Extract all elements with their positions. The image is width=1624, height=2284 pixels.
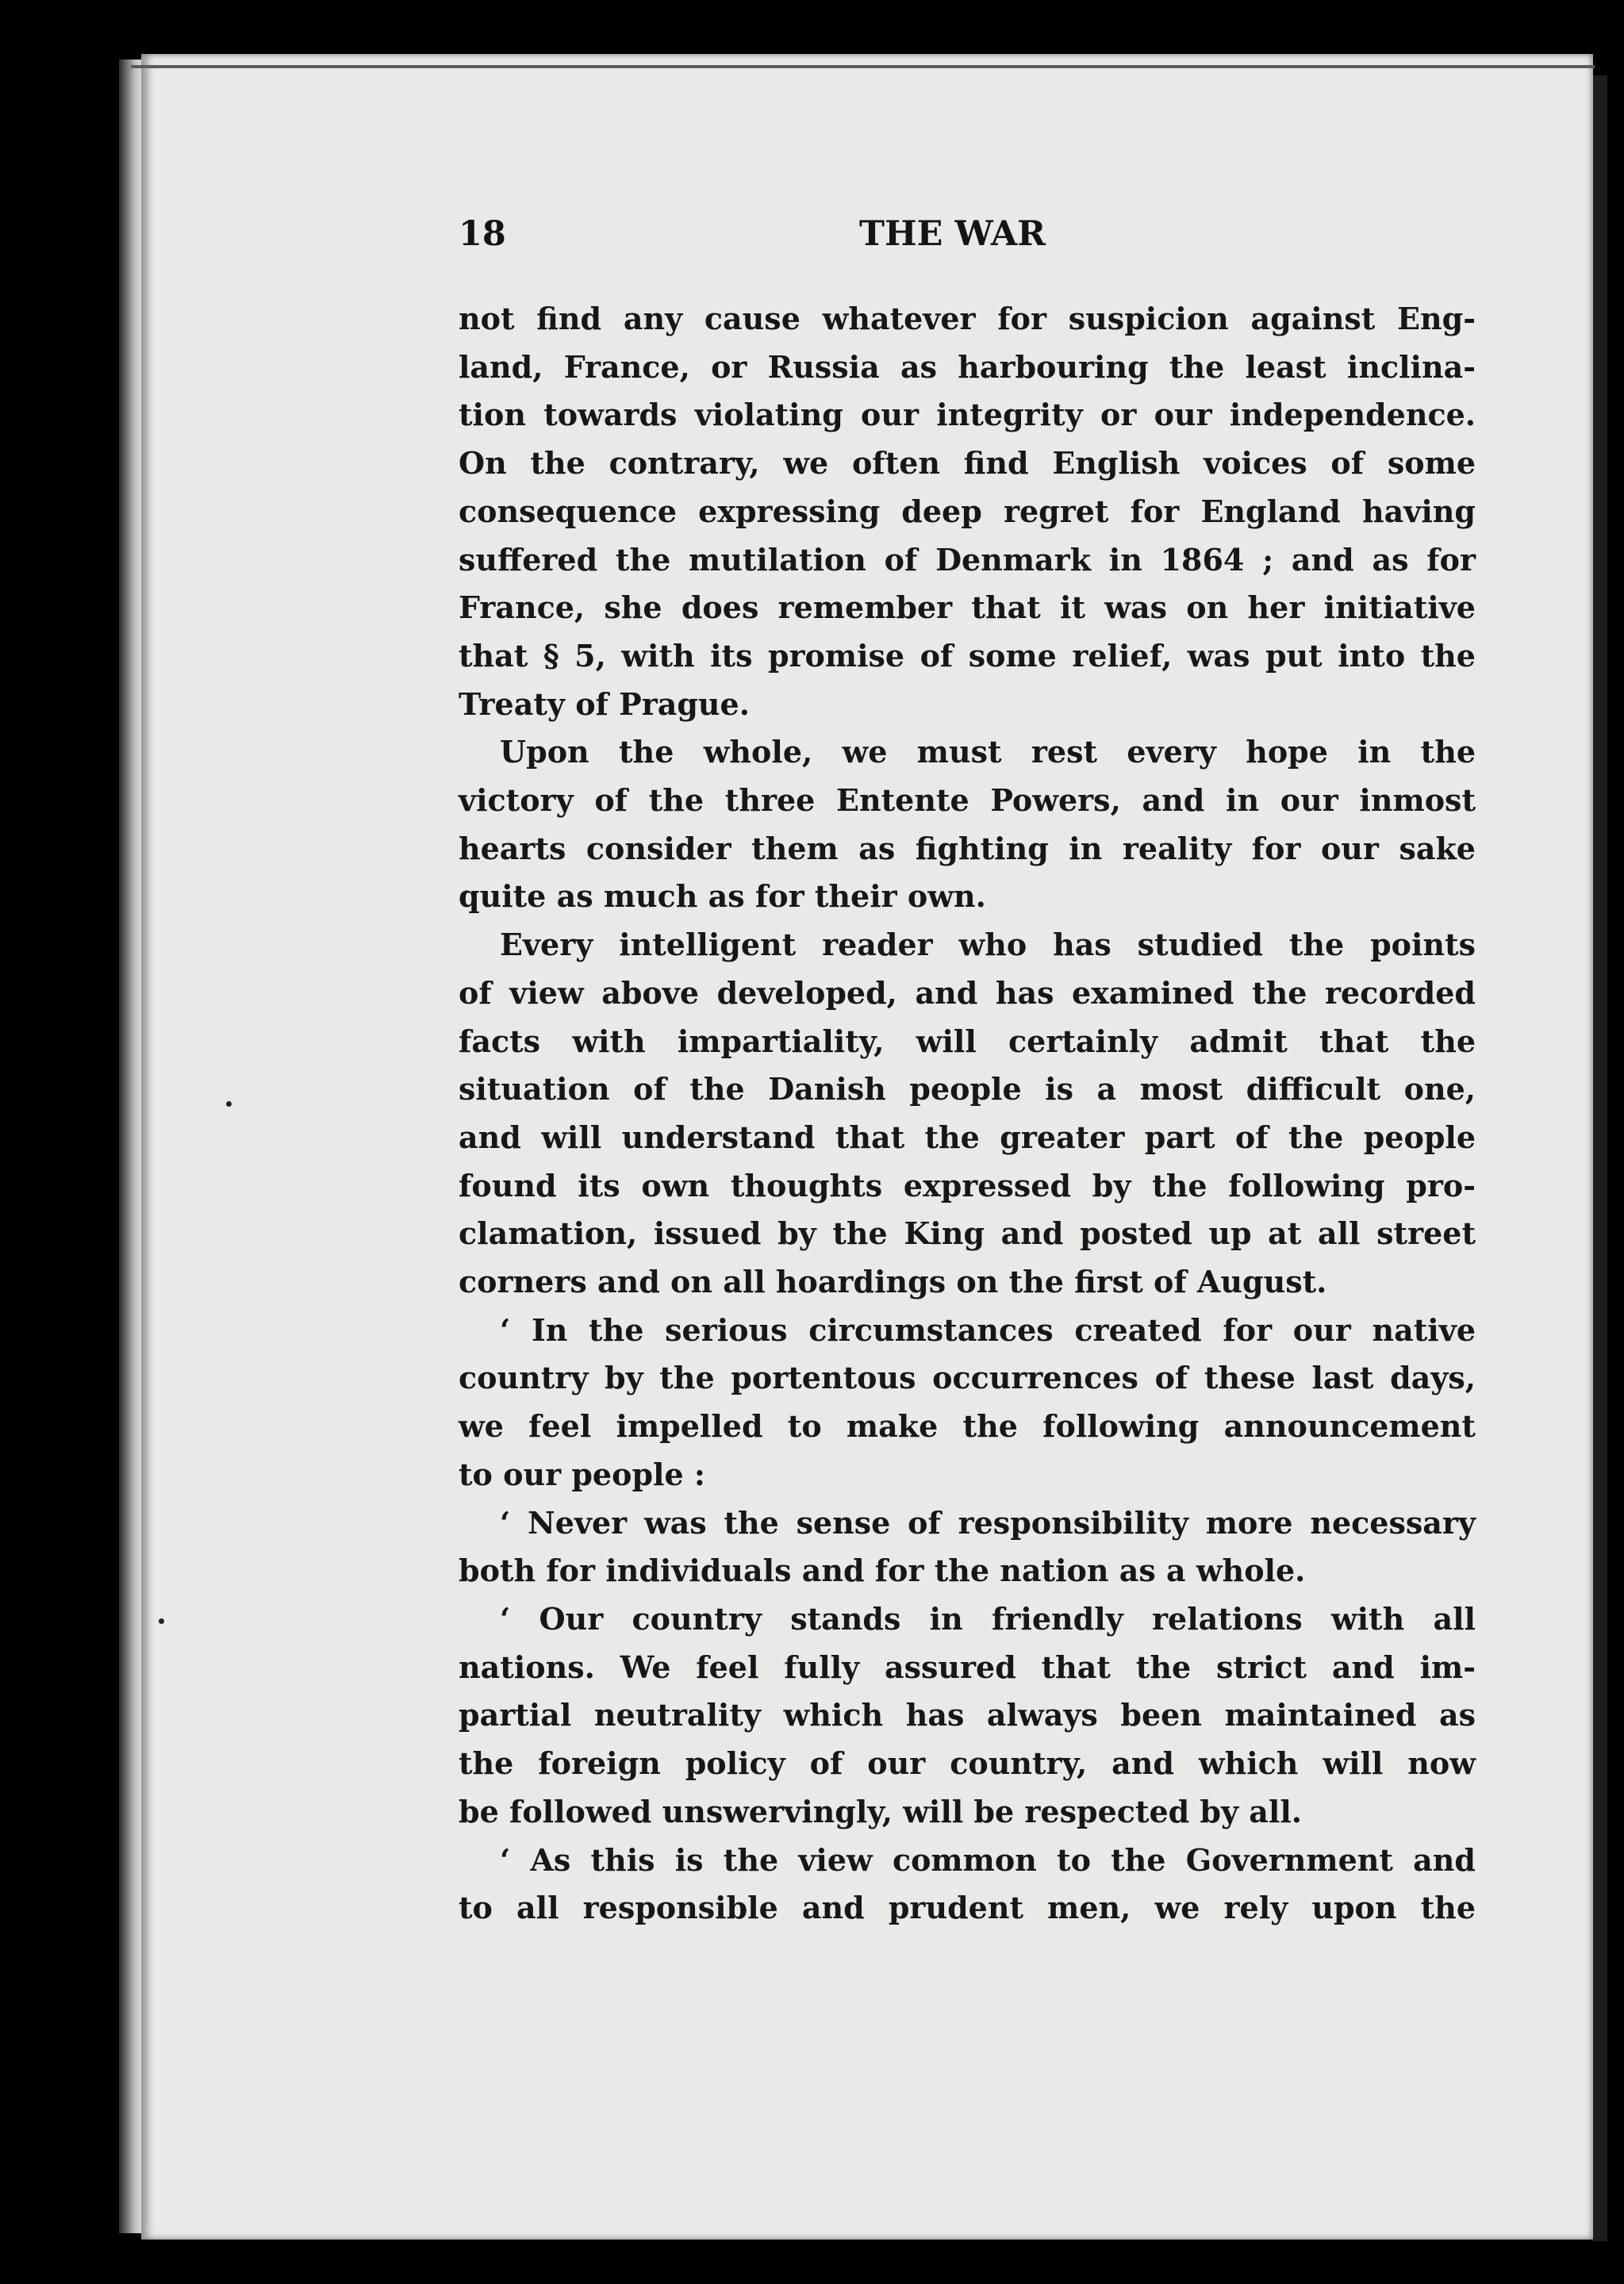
right-page-edge [1593, 75, 1607, 2241]
text-line: tion towards violating our integrity or our independence. [459, 397, 1476, 433]
text-line: ‘ Never was the sense of responsibility more necessary [500, 1504, 1476, 1541]
text-line: ‘ In the serious circumstances created for our native [500, 1311, 1476, 1348]
text-line: hearts consider them as fighting in reality for our sake [459, 830, 1476, 866]
text-line: corners and on all hoardings on the first of August. [459, 1264, 1327, 1300]
running-title: THE WAR [859, 214, 1046, 254]
text-line: both for individuals and for the nation as a whole. [459, 1553, 1306, 1589]
text-line: suffered the mutilation of Denmark in 1864 ; and as for [459, 541, 1476, 578]
top-border-rule [131, 65, 1595, 68]
text-line: facts with impartiality, will certainly admit that the [459, 1023, 1476, 1059]
text-line: to our people : [459, 1456, 705, 1492]
text-line: Treaty of Prague. [459, 685, 750, 722]
text-line: that § 5, with its promise of some relief, was put into the [459, 637, 1476, 674]
text-line: situation of the Danish people is a most difficult one, [459, 1071, 1476, 1107]
text-line: and will understand that the greater part of the people [459, 1119, 1476, 1155]
running-header [459, 214, 1476, 262]
text-line: ‘ As this is the view common to the Government and [500, 1841, 1476, 1878]
text-line: the foreign policy of our country, and which will now [459, 1745, 1476, 1782]
text-line: ‘ Our country stands in friendly relations with all [500, 1600, 1476, 1637]
body-text [459, 295, 1476, 1933]
text-line: nations. We feel fully assured that the strict and im- [459, 1649, 1476, 1685]
text-line: France, she does remember that it was on her initiative [459, 589, 1476, 626]
text-line: we feel impelled to make the following announcement [459, 1408, 1476, 1445]
text-line: consequence expressing deep regret for England having [459, 493, 1476, 529]
text-line: not find any cause whatever for suspicion against Eng- [459, 301, 1476, 336]
page-gutter-edge [119, 59, 141, 2233]
page-number: 18 [459, 214, 506, 254]
text-line: found its own thoughts expressed by the following pro- [459, 1167, 1476, 1203]
text-line: land, France, or Russia as harbouring the least inclina- [459, 348, 1476, 385]
text-line: Every intelligent reader who has studied the points [500, 927, 1476, 963]
margin-speck [159, 1618, 164, 1624]
text-line: partial neutrality which has always been maintained as [459, 1697, 1476, 1733]
margin-speck [226, 1101, 232, 1107]
text-line: of view above developed, and has examined the recorded [459, 974, 1476, 1011]
text-line: On the contrary, we often find English voices of some [459, 445, 1476, 482]
text-line: Upon the whole, we must rest every hope in the [500, 734, 1476, 770]
text-line: be followed unswervingly, will be respected by all. [459, 1793, 1303, 1829]
text-line: quite as much as for their own. [459, 878, 986, 915]
text-line: country by the portentous occurrences of these last days, [459, 1360, 1476, 1396]
text-line: victory of the three Entente Powers, and in our inmost [459, 782, 1476, 819]
text-line: to all responsible and prudent men, we rely upon the [459, 1890, 1476, 1926]
text-line: clamation, issued by the King and posted up at all street [459, 1215, 1476, 1252]
